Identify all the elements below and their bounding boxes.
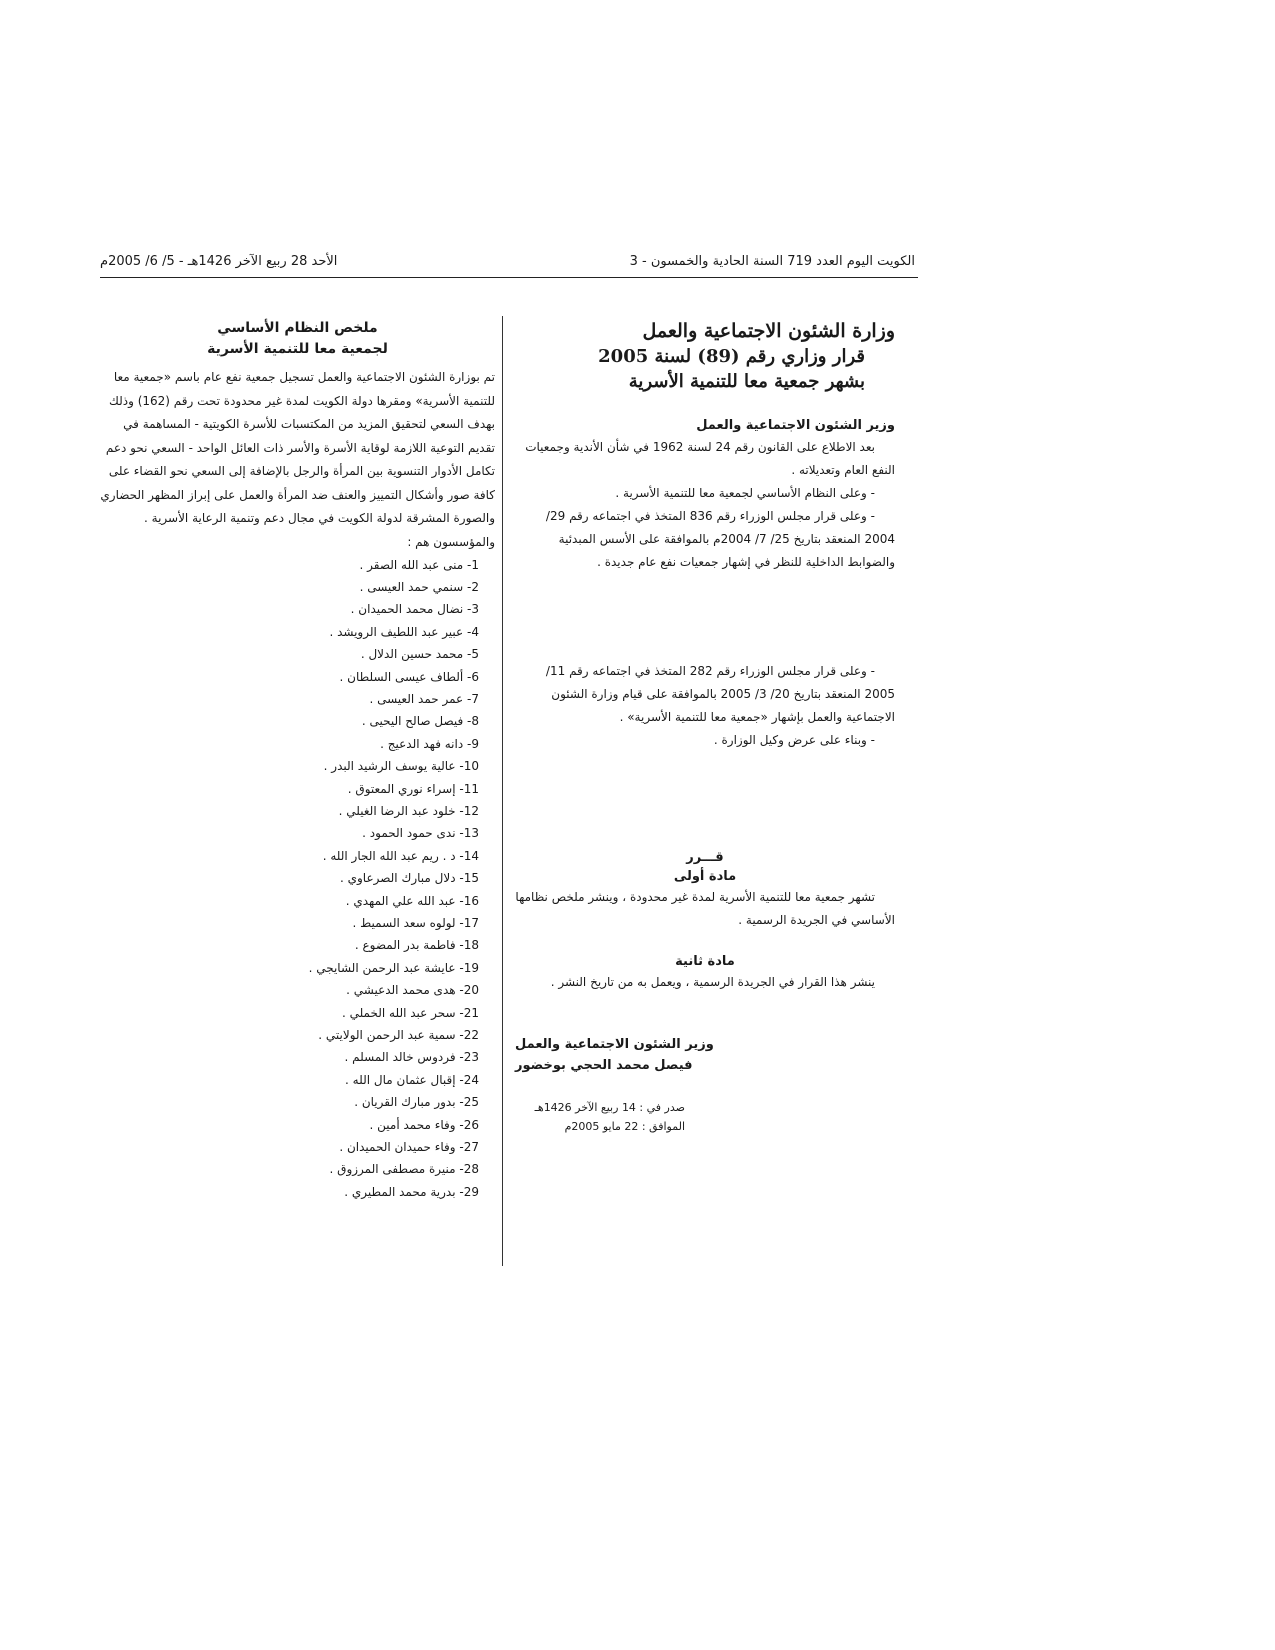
list-item: 24- إقبال عثمان مال الله . <box>345 1072 479 1087</box>
column-divider <box>502 316 503 1266</box>
header-date: الأحد 28 ربيع الآخر 1426هـ - 5/ 6/ 2005م <box>100 254 338 269</box>
list-item: 11- إسراء نوري المعتوق . <box>347 781 479 796</box>
founders-label: والمؤسسون هم : <box>407 534 495 549</box>
list-item: 10- عالية يوسف الرشيد البدر . <box>323 759 479 774</box>
list-item: 7- عمر حمد العيسى . <box>369 691 479 706</box>
list-item: 4- عبير عبد اللطيف الرويشد . <box>329 624 479 639</box>
list-item: 16- عبد الله علي المهدي . <box>345 893 479 908</box>
summary-subtitle: لجمعية معا للتنمية الأسرية <box>207 341 388 357</box>
preamble-statute: - وعلى النظام الأساسي لجمعية معا للتنمية الأسرية . <box>615 486 875 500</box>
decision-title-line2: بشهر جمعية معا للتنمية الأسرية <box>628 371 865 392</box>
issued-on: صدر في : 14 ربيع الآخر 1426هـ <box>534 1101 685 1114</box>
list-item: 9- دانه فهد الدعيج . <box>380 736 479 751</box>
decision-title-line1: قرار وزاري رقم (89) لسنة 2005 <box>598 346 865 367</box>
list-item: 13- ندى حمود الحمود . <box>362 826 479 841</box>
list-item: 25- بدور مبارك القريان . <box>354 1095 479 1110</box>
corresponding-date: الموافق : 22 مايو 2005م <box>564 1120 685 1133</box>
signature-name: فيصل محمد الحجي بوخضور <box>515 1058 693 1073</box>
list-item: 8- فيصل صالح اليحيى . <box>361 714 479 729</box>
list-item: 5- محمد حسين الدلال . <box>360 647 479 662</box>
minister-heading: وزير الشئون الاجتماعية والعمل <box>696 418 895 433</box>
page-header <box>100 254 915 274</box>
issue-date-block <box>515 1098 685 1136</box>
signature-block <box>515 1034 875 1076</box>
preamble-undersecretary: - وبناء على عرض وكيل الوزارة . <box>713 733 875 747</box>
list-item: 20- هدى محمد الدعيشي . <box>346 983 479 998</box>
decision-column <box>515 318 895 1136</box>
article1-title: مادة أولى <box>673 869 737 884</box>
list-item: 22- سمية عبد الرحمن الولايتي . <box>318 1028 479 1043</box>
header-issue-info: الكويت اليوم العدد 719 السنة الحادية والخمسون - 3 <box>629 254 915 269</box>
list-item: 2- سنمي حمد العيسى . <box>359 579 479 594</box>
list-item: 27- وفاء حميدان الحميدان . <box>339 1140 479 1155</box>
signature-title: وزير الشئون الاجتماعية والعمل <box>515 1037 714 1052</box>
decides-heading: قـــرر <box>686 850 724 865</box>
statute-summary-column <box>100 318 495 1203</box>
list-item: 23- فردوس خالد المسلم . <box>344 1050 479 1065</box>
summary-intro: تم بوزارة الشئون الاجتماعية والعمل تسجيل جمعية نفع عام باسم «جمعية معا للتنمية الأسرية» ومقرها دولة الكويت لمدة غير محدودة تحت رقم (162) وذلك بهدف السعي لتحقيق المزيد من المكتسبات للأسرة الكويتية - المساهمة في تقديم التوعية اللازمة لوقاية الأسرة والأسر ذات العائل الواحد - السعي نحو دعم تكامل الأدوار التنسوية بين المرأة والرجل بالإضافة إلى السعي نحو القضاء على كافة صور وأشكال التمييز والعنف ضد المرأة والعمل على إبراز المظهر الحضاري والصورة المشرقة لدولة الكويت في مجال دعم وتنمية الرعاية الأسرية . <box>100 370 495 525</box>
list-item: 15- دلال مبارك الصرعاوي . <box>339 871 479 886</box>
list-item: 12- خلود عبد الرضا الغيلي . <box>338 803 479 818</box>
list-item: 17- لولوه سعد السميط . <box>352 916 479 930</box>
list-item: 21- سحر عبد الله الخملي . <box>341 1005 479 1020</box>
list-item: 3- نضال محمد الحميدان . <box>350 602 479 617</box>
founders-list <box>100 554 495 1204</box>
preamble-cabinet-282: - وعلى قرار مجلس الوزراء رقم 282 المتخذ في اجتماعه رقم 11/ 2005 المنعقد بتاريخ 20/ 3/ 2005 بالموافقة على قيام وزارة الشئون الاجتماعية والعمل بإشهار «جمعية معا للتنمية الأسرية» . <box>545 664 895 724</box>
preamble-cabinet-836: - وعلى قرار مجلس الوزراء رقم 836 المتخذ في اجتماعه رقم 29/ 2004 المنعقد بتاريخ 25/ 7/ 2004م بالموافقة على الأسس المبدئية والضوابط الداخلية للنظر في إشهار جمعيات نفع عام جديدة . <box>545 509 895 569</box>
list-item: 1- منى عبد الله الصقر . <box>359 557 479 572</box>
list-item: 19- عايشة عبد الرحمن الشايجي . <box>308 960 479 975</box>
article1-text: تشهر جمعية معا للتنمية الأسرية لمدة غير محدودة ، وينشر ملخص نظامها الأساسي في الجريدة الرسمية . <box>515 890 895 927</box>
article2-text: ينشر هذا القرار في الجريدة الرسمية ، ويعمل به من تاريخ النشر . <box>550 975 875 989</box>
list-item: 6- ألطاف عيسى السلطان . <box>339 669 479 684</box>
article2-title: مادة ثانية <box>675 954 735 969</box>
list-item: 28- منيرة مصطفى المرزوق . <box>329 1162 479 1177</box>
preamble-law: بعد الاطلاع على القانون رقم 24 لسنة 1962 في شأن الأندية وجمعيات النفع العام وتعديلاته . <box>525 440 895 477</box>
list-item: 29- بدرية محمد المطيري . <box>344 1184 479 1199</box>
list-item: 26- وفاء محمد أمين . <box>369 1117 479 1132</box>
ministry-title: وزارة الشئون الاجتماعية والعمل <box>642 320 895 342</box>
summary-title: ملخص النظام الأساسي <box>217 320 378 336</box>
list-item: 18- فاطمة بدر المضوع . <box>354 938 479 953</box>
list-item: 14- د . ريم عبد الله الجار الله . <box>322 848 479 863</box>
header-divider <box>100 277 918 278</box>
